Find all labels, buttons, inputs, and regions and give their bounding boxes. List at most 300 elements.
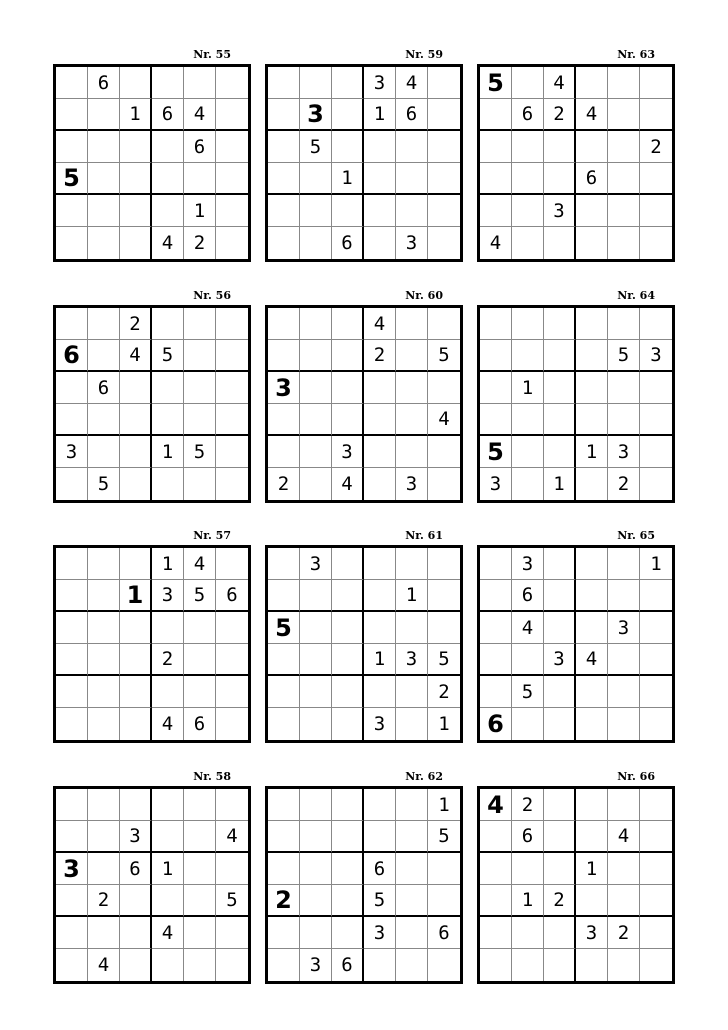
grid-cell[interactable] [396, 917, 428, 949]
grid-cell[interactable] [216, 644, 248, 676]
grid-cell[interactable] [576, 548, 608, 580]
grid-cell[interactable] [512, 644, 544, 676]
grid-cell[interactable] [120, 917, 152, 949]
grid-cell[interactable]: 1 [184, 195, 216, 227]
grid-cell[interactable]: 2 [120, 308, 152, 340]
grid-cell[interactable] [184, 612, 216, 644]
grid-cell[interactable] [364, 131, 396, 163]
grid-cell[interactable]: 3 [364, 67, 396, 99]
grid-cell[interactable] [480, 949, 512, 981]
grid-cell[interactable] [268, 580, 300, 612]
grid-cell[interactable] [512, 340, 544, 372]
grid-cell[interactable] [184, 821, 216, 853]
grid-cell[interactable]: 3 [544, 195, 576, 227]
grid-cell[interactable] [56, 949, 88, 981]
grid-cell[interactable]: 3 [56, 853, 88, 885]
grid-cell[interactable]: 1 [576, 853, 608, 885]
grid-cell[interactable] [544, 580, 576, 612]
grid-cell[interactable]: 3 [120, 821, 152, 853]
grid-cell[interactable] [640, 372, 672, 404]
grid-cell[interactable]: 1 [576, 436, 608, 468]
grid-cell[interactable] [88, 853, 120, 885]
grid-cell[interactable]: 5 [608, 340, 640, 372]
grid-cell[interactable]: 3 [152, 580, 184, 612]
grid-cell[interactable] [56, 885, 88, 917]
grid-cell[interactable] [184, 676, 216, 708]
grid-cell[interactable] [184, 917, 216, 949]
grid-cell[interactable] [88, 676, 120, 708]
grid-cell[interactable] [152, 163, 184, 195]
grid-cell[interactable] [608, 580, 640, 612]
grid-cell[interactable] [184, 644, 216, 676]
grid-cell[interactable] [512, 404, 544, 436]
grid-cell[interactable] [544, 853, 576, 885]
grid-cell[interactable] [428, 612, 460, 644]
grid-cell[interactable]: 3 [608, 612, 640, 644]
grid-cell[interactable]: 5 [268, 612, 300, 644]
grid-cell[interactable]: 2 [608, 468, 640, 500]
grid-cell[interactable] [544, 612, 576, 644]
grid-cell[interactable] [608, 99, 640, 131]
grid-cell[interactable] [576, 67, 608, 99]
grid-cell[interactable]: 6 [396, 99, 428, 131]
grid-cell[interactable] [300, 676, 332, 708]
grid-cell[interactable] [56, 227, 88, 259]
grid-cell[interactable]: 6 [512, 99, 544, 131]
grid-cell[interactable] [300, 308, 332, 340]
grid-cell[interactable]: 5 [184, 580, 216, 612]
grid-cell[interactable]: 2 [544, 885, 576, 917]
grid-cell[interactable] [268, 708, 300, 740]
grid-cell[interactable] [300, 468, 332, 500]
grid-cell[interactable] [88, 131, 120, 163]
grid-cell[interactable] [268, 404, 300, 436]
grid-cell[interactable] [640, 949, 672, 981]
grid-cell[interactable]: 1 [152, 853, 184, 885]
grid-cell[interactable] [428, 548, 460, 580]
grid-cell[interactable] [268, 195, 300, 227]
grid-cell[interactable]: 4 [576, 644, 608, 676]
grid-cell[interactable]: 3 [512, 548, 544, 580]
grid-cell[interactable]: 5 [512, 676, 544, 708]
grid-cell[interactable] [120, 163, 152, 195]
grid-cell[interactable]: 1 [120, 580, 152, 612]
grid-cell[interactable] [428, 308, 460, 340]
grid-cell[interactable] [216, 340, 248, 372]
grid-cell[interactable] [88, 340, 120, 372]
grid-cell[interactable] [332, 917, 364, 949]
grid-cell[interactable]: 4 [480, 227, 512, 259]
grid-cell[interactable] [512, 436, 544, 468]
grid-cell[interactable]: 4 [608, 821, 640, 853]
grid-cell[interactable] [120, 708, 152, 740]
grid-cell[interactable] [364, 580, 396, 612]
grid-cell[interactable] [268, 308, 300, 340]
grid-cell[interactable] [544, 436, 576, 468]
grid-cell[interactable] [184, 163, 216, 195]
grid-cell[interactable] [88, 436, 120, 468]
grid-cell[interactable]: 6 [428, 917, 460, 949]
grid-cell[interactable] [300, 821, 332, 853]
grid-cell[interactable] [332, 548, 364, 580]
grid-cell[interactable] [428, 885, 460, 917]
grid-cell[interactable] [576, 708, 608, 740]
grid-cell[interactable]: 6 [332, 227, 364, 259]
grid-cell[interactable] [300, 853, 332, 885]
grid-cell[interactable] [152, 67, 184, 99]
grid-cell[interactable]: 5 [216, 885, 248, 917]
grid-cell[interactable]: 1 [152, 548, 184, 580]
grid-cell[interactable] [216, 949, 248, 981]
grid-cell[interactable] [396, 821, 428, 853]
grid-cell[interactable] [608, 548, 640, 580]
grid-cell[interactable] [56, 404, 88, 436]
grid-cell[interactable] [120, 644, 152, 676]
grid-cell[interactable]: 2 [512, 789, 544, 821]
grid-cell[interactable] [216, 227, 248, 259]
grid-cell[interactable] [480, 404, 512, 436]
grid-cell[interactable]: 6 [364, 853, 396, 885]
grid-cell[interactable]: 1 [512, 885, 544, 917]
grid-cell[interactable] [544, 372, 576, 404]
grid-cell[interactable] [608, 404, 640, 436]
grid-cell[interactable]: 3 [396, 468, 428, 500]
grid-cell[interactable] [268, 821, 300, 853]
grid-cell[interactable]: 2 [184, 227, 216, 259]
grid-cell[interactable] [300, 67, 332, 99]
grid-cell[interactable]: 5 [56, 163, 88, 195]
grid-cell[interactable] [640, 67, 672, 99]
grid-cell[interactable] [332, 67, 364, 99]
grid-cell[interactable] [332, 195, 364, 227]
grid-cell[interactable] [608, 372, 640, 404]
grid-cell[interactable] [268, 644, 300, 676]
grid-cell[interactable] [152, 404, 184, 436]
grid-cell[interactable] [152, 612, 184, 644]
grid-cell[interactable] [56, 99, 88, 131]
grid-cell[interactable] [120, 548, 152, 580]
grid-cell[interactable] [512, 917, 544, 949]
grid-cell[interactable] [88, 308, 120, 340]
grid-cell[interactable] [576, 789, 608, 821]
grid-cell[interactable] [576, 195, 608, 227]
grid-cell[interactable] [608, 885, 640, 917]
grid-cell[interactable] [184, 789, 216, 821]
grid-cell[interactable] [544, 949, 576, 981]
grid-cell[interactable] [396, 163, 428, 195]
grid-cell[interactable]: 1 [332, 163, 364, 195]
grid-cell[interactable] [428, 436, 460, 468]
grid-cell[interactable] [364, 468, 396, 500]
grid-cell[interactable]: 6 [576, 163, 608, 195]
grid-cell[interactable] [396, 853, 428, 885]
grid-cell[interactable] [300, 580, 332, 612]
grid-cell[interactable] [184, 468, 216, 500]
grid-cell[interactable]: 1 [152, 436, 184, 468]
grid-cell[interactable]: 4 [216, 821, 248, 853]
grid-cell[interactable] [576, 821, 608, 853]
grid-cell[interactable] [512, 195, 544, 227]
grid-cell[interactable] [640, 436, 672, 468]
grid-cell[interactable]: 3 [396, 227, 428, 259]
grid-cell[interactable] [300, 644, 332, 676]
grid-cell[interactable] [512, 67, 544, 99]
grid-cell[interactable] [640, 163, 672, 195]
grid-cell[interactable] [512, 468, 544, 500]
grid-cell[interactable] [120, 468, 152, 500]
grid-cell[interactable] [120, 372, 152, 404]
grid-cell[interactable] [268, 917, 300, 949]
grid-cell[interactable] [56, 308, 88, 340]
grid-cell[interactable]: 4 [120, 340, 152, 372]
grid-cell[interactable]: 2 [428, 676, 460, 708]
grid-cell[interactable] [152, 131, 184, 163]
grid-cell[interactable]: 6 [332, 949, 364, 981]
grid-cell[interactable] [396, 404, 428, 436]
grid-cell[interactable] [428, 227, 460, 259]
grid-cell[interactable] [300, 789, 332, 821]
grid-cell[interactable]: 2 [152, 644, 184, 676]
grid-cell[interactable]: 4 [152, 917, 184, 949]
grid-cell[interactable]: 4 [152, 227, 184, 259]
grid-cell[interactable] [544, 676, 576, 708]
grid-cell[interactable] [640, 821, 672, 853]
grid-cell[interactable] [608, 644, 640, 676]
grid-cell[interactable] [88, 404, 120, 436]
grid-cell[interactable] [512, 227, 544, 259]
grid-cell[interactable] [88, 195, 120, 227]
grid-cell[interactable] [88, 99, 120, 131]
grid-cell[interactable] [640, 853, 672, 885]
grid-cell[interactable] [364, 227, 396, 259]
grid-cell[interactable] [216, 853, 248, 885]
grid-cell[interactable] [608, 789, 640, 821]
grid-cell[interactable] [608, 949, 640, 981]
grid-cell[interactable]: 3 [640, 340, 672, 372]
grid-cell[interactable] [300, 372, 332, 404]
grid-cell[interactable] [184, 853, 216, 885]
grid-cell[interactable] [88, 612, 120, 644]
grid-cell[interactable] [332, 99, 364, 131]
grid-cell[interactable] [428, 163, 460, 195]
grid-cell[interactable] [364, 195, 396, 227]
grid-cell[interactable]: 4 [332, 468, 364, 500]
grid-cell[interactable]: 5 [428, 821, 460, 853]
grid-cell[interactable] [56, 708, 88, 740]
grid-cell[interactable] [216, 436, 248, 468]
grid-cell[interactable]: 6 [88, 372, 120, 404]
grid-cell[interactable] [152, 372, 184, 404]
grid-cell[interactable] [184, 372, 216, 404]
grid-cell[interactable]: 6 [184, 131, 216, 163]
grid-cell[interactable] [396, 676, 428, 708]
grid-cell[interactable] [608, 131, 640, 163]
grid-cell[interactable] [300, 195, 332, 227]
grid-cell[interactable]: 1 [396, 580, 428, 612]
grid-cell[interactable] [428, 853, 460, 885]
grid-cell[interactable] [152, 949, 184, 981]
grid-cell[interactable] [396, 789, 428, 821]
grid-cell[interactable] [480, 99, 512, 131]
grid-cell[interactable] [268, 789, 300, 821]
grid-cell[interactable] [88, 163, 120, 195]
grid-cell[interactable] [640, 676, 672, 708]
grid-cell[interactable] [268, 67, 300, 99]
grid-cell[interactable] [56, 67, 88, 99]
grid-cell[interactable] [576, 404, 608, 436]
grid-cell[interactable] [88, 227, 120, 259]
grid-cell[interactable] [428, 67, 460, 99]
grid-cell[interactable] [216, 789, 248, 821]
grid-cell[interactable] [608, 708, 640, 740]
grid-cell[interactable] [216, 131, 248, 163]
grid-cell[interactable] [364, 548, 396, 580]
grid-cell[interactable] [480, 340, 512, 372]
grid-cell[interactable] [480, 308, 512, 340]
grid-cell[interactable] [184, 949, 216, 981]
grid-cell[interactable] [576, 372, 608, 404]
grid-cell[interactable]: 3 [364, 917, 396, 949]
grid-cell[interactable] [216, 676, 248, 708]
grid-cell[interactable] [576, 885, 608, 917]
grid-cell[interactable] [120, 131, 152, 163]
grid-cell[interactable] [216, 468, 248, 500]
grid-cell[interactable] [56, 821, 88, 853]
grid-cell[interactable] [88, 580, 120, 612]
grid-cell[interactable] [56, 195, 88, 227]
grid-cell[interactable] [88, 821, 120, 853]
grid-cell[interactable] [332, 789, 364, 821]
grid-cell[interactable] [88, 548, 120, 580]
grid-cell[interactable]: 4 [512, 612, 544, 644]
grid-cell[interactable] [56, 676, 88, 708]
grid-cell[interactable]: 1 [544, 468, 576, 500]
grid-cell[interactable] [640, 789, 672, 821]
grid-cell[interactable] [268, 853, 300, 885]
grid-cell[interactable]: 3 [332, 436, 364, 468]
grid-cell[interactable]: 5 [300, 131, 332, 163]
grid-cell[interactable] [640, 644, 672, 676]
grid-cell[interactable] [544, 917, 576, 949]
grid-cell[interactable] [396, 308, 428, 340]
grid-cell[interactable] [428, 468, 460, 500]
grid-cell[interactable]: 1 [512, 372, 544, 404]
grid-cell[interactable] [640, 885, 672, 917]
grid-cell[interactable] [480, 580, 512, 612]
grid-cell[interactable] [640, 404, 672, 436]
grid-cell[interactable] [480, 917, 512, 949]
grid-cell[interactable] [120, 612, 152, 644]
grid-cell[interactable] [216, 372, 248, 404]
grid-cell[interactable]: 2 [268, 885, 300, 917]
grid-cell[interactable]: 1 [364, 99, 396, 131]
grid-cell[interactable] [640, 195, 672, 227]
grid-cell[interactable] [396, 949, 428, 981]
grid-cell[interactable] [544, 131, 576, 163]
grid-cell[interactable] [480, 372, 512, 404]
grid-cell[interactable] [216, 612, 248, 644]
grid-cell[interactable]: 3 [300, 548, 332, 580]
grid-cell[interactable] [216, 308, 248, 340]
grid-cell[interactable] [428, 99, 460, 131]
grid-cell[interactable] [364, 612, 396, 644]
grid-cell[interactable] [480, 612, 512, 644]
grid-cell[interactable]: 5 [88, 468, 120, 500]
grid-cell[interactable] [396, 195, 428, 227]
grid-cell[interactable]: 4 [480, 789, 512, 821]
grid-cell[interactable] [56, 612, 88, 644]
grid-cell[interactable] [268, 676, 300, 708]
grid-cell[interactable] [120, 885, 152, 917]
grid-cell[interactable]: 5 [428, 644, 460, 676]
grid-cell[interactable] [184, 885, 216, 917]
grid-cell[interactable]: 6 [184, 708, 216, 740]
grid-cell[interactable]: 2 [544, 99, 576, 131]
grid-cell[interactable] [480, 885, 512, 917]
grid-cell[interactable]: 5 [364, 885, 396, 917]
grid-cell[interactable]: 4 [88, 949, 120, 981]
grid-cell[interactable] [300, 612, 332, 644]
grid-cell[interactable] [268, 227, 300, 259]
grid-cell[interactable] [480, 644, 512, 676]
grid-cell[interactable]: 3 [364, 708, 396, 740]
grid-cell[interactable]: 1 [428, 789, 460, 821]
grid-cell[interactable]: 1 [120, 99, 152, 131]
grid-cell[interactable] [640, 580, 672, 612]
grid-cell[interactable] [268, 99, 300, 131]
grid-cell[interactable] [576, 580, 608, 612]
grid-cell[interactable] [300, 708, 332, 740]
grid-cell[interactable] [216, 404, 248, 436]
grid-cell[interactable]: 6 [512, 580, 544, 612]
grid-cell[interactable] [216, 163, 248, 195]
grid-cell[interactable]: 6 [56, 340, 88, 372]
grid-cell[interactable] [332, 372, 364, 404]
grid-cell[interactable] [544, 404, 576, 436]
grid-cell[interactable] [364, 436, 396, 468]
grid-cell[interactable] [576, 340, 608, 372]
grid-cell[interactable]: 4 [184, 548, 216, 580]
grid-cell[interactable]: 6 [512, 821, 544, 853]
grid-cell[interactable] [184, 308, 216, 340]
grid-cell[interactable]: 4 [428, 404, 460, 436]
grid-cell[interactable] [576, 131, 608, 163]
grid-cell[interactable] [152, 468, 184, 500]
grid-cell[interactable] [88, 708, 120, 740]
grid-cell[interactable] [56, 548, 88, 580]
grid-cell[interactable] [428, 949, 460, 981]
grid-cell[interactable] [512, 708, 544, 740]
grid-cell[interactable] [428, 372, 460, 404]
grid-cell[interactable] [120, 67, 152, 99]
grid-cell[interactable] [576, 308, 608, 340]
grid-cell[interactable]: 6 [120, 853, 152, 885]
grid-cell[interactable] [396, 340, 428, 372]
grid-cell[interactable] [332, 131, 364, 163]
grid-cell[interactable]: 2 [364, 340, 396, 372]
grid-cell[interactable] [120, 436, 152, 468]
grid-cell[interactable] [300, 163, 332, 195]
grid-cell[interactable]: 3 [576, 917, 608, 949]
grid-cell[interactable]: 4 [184, 99, 216, 131]
grid-cell[interactable] [396, 436, 428, 468]
grid-cell[interactable] [512, 131, 544, 163]
grid-cell[interactable]: 5 [184, 436, 216, 468]
grid-cell[interactable]: 3 [268, 372, 300, 404]
grid-cell[interactable] [56, 789, 88, 821]
grid-cell[interactable] [364, 789, 396, 821]
grid-cell[interactable] [216, 917, 248, 949]
